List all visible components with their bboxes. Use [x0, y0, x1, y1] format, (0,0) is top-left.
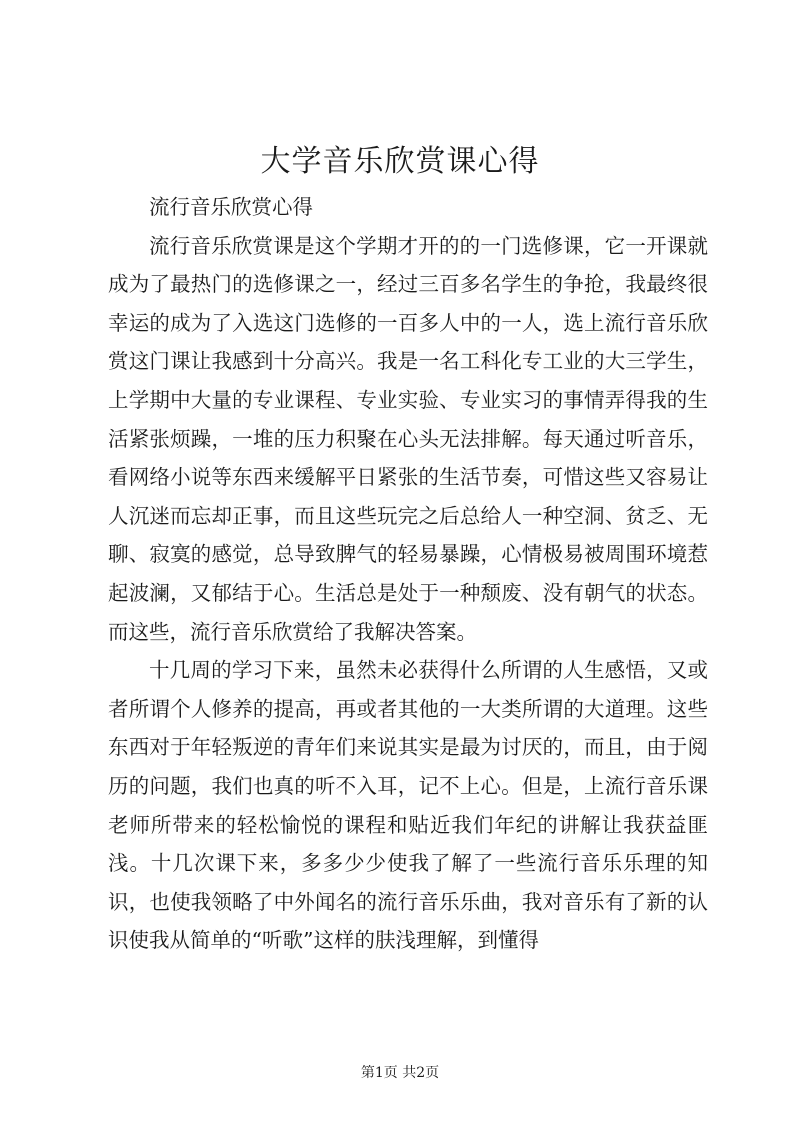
- subtitle-paragraph: 流行音乐欣赏心得: [149, 195, 313, 219]
- page-footer: 第1页 共2页: [360, 1065, 440, 1081]
- body-paragraph: 流行音乐欣赏课是这个学期才开的的一门选修课，它一开课就成为了最热门的选修课之一，经过三百多名学生的争抢，我最终很幸运的成为了入选这门选修的一百多人中的一人，选上流行音乐欣赏这门课让我感到十分高兴。我是一名工科化专工业的大三学生，上学期中大量的专业课程、专业实验、专业实习的事情弄得我的生活紧张烦躁，一堆的压力积聚在心头无法排解。每天通过听音乐，看网络小说等东西来缓解平日紧张的生活节奏，可惜这些又容易让人沉迷而忘却正事，而且这些玩完之后总给人一种空洞、贫乏、无聊、寂寞的感觉，总导致脾气的轻易暴躁，心情极易被周围环境惹起波澜，又郁结于心。生活总是处于一种颓废、没有朝气的状态。而这些，流行音乐欣赏给了我解决答案。: [108, 233, 708, 644]
- document-title: 大学音乐欣赏课心得: [260, 144, 540, 179]
- body-paragraph: 十几周的学习下来，虽然未必获得什么所谓的人生感悟，又或者所谓个人修养的提高，再或者其他的一大类所谓的大道理。这些东西对于年轻叛逆的青年们来说其实是最为讨厌的，而且，由于阅历的问题，我们也真的听不入耳，记不上心。但是，上流行音乐课老师所带来的轻松愉悦的课程和贴近我们年纪的讲解让我获益匪浅。十几次课下来，多多少少使我了解了一些流行音乐乐理的知识，也使我领略了中外闻名的流行音乐乐曲，我对音乐有了新的认识使我从简单的“听歌”这样的肤浅理解，到懂得: [108, 658, 708, 953]
- document-body: [108, 188, 708, 960]
